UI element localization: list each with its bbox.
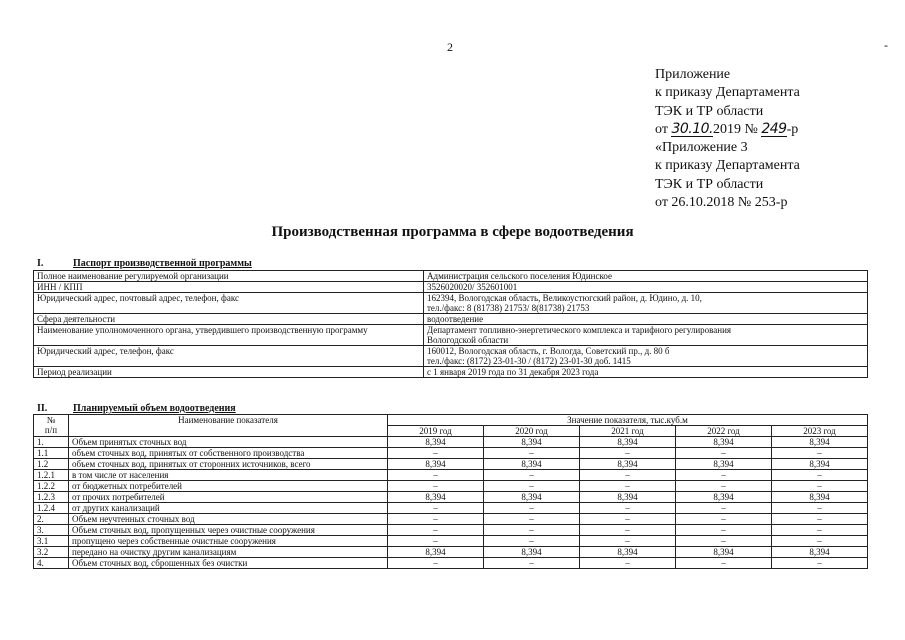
year-header: 2023 год: [772, 426, 868, 437]
col-header-name: Наименование показателя: [69, 415, 388, 437]
row-number: 1.2.4: [34, 503, 69, 514]
passport-value-line: с 1 января 2019 года по 31 декабря 2023 года: [427, 367, 599, 377]
row-value: –: [484, 448, 580, 459]
section1-title: Паспорт производственной программы: [73, 258, 252, 269]
appendix-line: от 26.10.2018 № 253-р: [655, 195, 788, 211]
row-number: 2.: [34, 514, 69, 525]
row-value: –: [772, 536, 868, 547]
table-row: [34, 525, 868, 536]
row-number: 1.2.2: [34, 481, 69, 492]
row-value: –: [388, 448, 484, 459]
row-value: 8,394: [772, 547, 868, 558]
row-value: –: [388, 481, 484, 492]
row-value: –: [580, 503, 676, 514]
row-value: –: [580, 558, 676, 569]
row-number: 3.2: [34, 547, 69, 558]
appendix-block: [655, 66, 800, 212]
passport-value: [424, 293, 868, 314]
appendix-line: к приказу Департамента: [655, 85, 800, 101]
table-row: [34, 558, 868, 569]
row-value: –: [484, 514, 580, 525]
appendix-date-line: [655, 121, 800, 139]
row-value: 8,394: [676, 492, 772, 503]
row-name: Объем принятых сточных вод: [69, 437, 388, 448]
passport-value: [424, 346, 868, 367]
year-header: 2022 год: [676, 426, 772, 437]
row-value: –: [484, 558, 580, 569]
passport-label: ИНН / КПП: [34, 282, 424, 293]
date-year: 2019 №: [712, 121, 758, 137]
passport-value: [424, 325, 868, 346]
section2-number: II.: [37, 403, 48, 414]
table-row: [34, 437, 868, 448]
row-value: 8,394: [580, 547, 676, 558]
passport-row: [34, 293, 868, 314]
passport-value-line: Департамент топливно-энергетического комплекса и тарифного регулирования: [427, 325, 732, 335]
row-value: 8,394: [676, 459, 772, 470]
table-row: [34, 492, 868, 503]
passport-value-line: водоотведение: [427, 314, 484, 324]
row-value: –: [676, 470, 772, 481]
row-name: объем сточных вод, принятых от собственного производства: [69, 448, 388, 459]
page-number: 2: [447, 40, 453, 54]
row-value: 8,394: [772, 459, 868, 470]
row-name: объем сточных вод, принятых от сторонних источников, всего: [69, 459, 388, 470]
row-value: –: [388, 470, 484, 481]
document-title: Производственная программа в сфере водоотведения: [271, 224, 634, 240]
row-name: от прочих потребителей: [69, 492, 388, 503]
passport-row: [34, 282, 868, 293]
row-value: –: [388, 536, 484, 547]
table-row: [34, 514, 868, 525]
row-value: 8,394: [580, 459, 676, 470]
row-value: –: [388, 525, 484, 536]
passport-value: [424, 314, 868, 325]
row-number: 1.2: [34, 459, 69, 470]
appendix-line: Приложение: [655, 67, 731, 82]
row-value: –: [580, 514, 676, 525]
row-value: –: [772, 514, 868, 525]
row-name: передано на очистку другим канализациям: [69, 547, 388, 558]
handwritten-order-number: 249: [761, 120, 787, 137]
year-header: 2019 год: [388, 426, 484, 437]
row-value: –: [580, 470, 676, 481]
year-header: 2021 год: [580, 426, 676, 437]
passport-value-line: тел./факс: (8172) 23-01-30 / (8172) 23-01-30 доб. 1415: [427, 356, 631, 366]
passport-row: [34, 325, 868, 346]
table-row: [34, 536, 868, 547]
row-value: 8,394: [772, 492, 868, 503]
row-value: –: [388, 514, 484, 525]
handwritten-day: 30.: [671, 120, 693, 137]
stray-mark: -: [884, 38, 888, 52]
row-number: 3.: [34, 525, 69, 536]
row-number: 1.1: [34, 448, 69, 459]
passport-value-line: 160012, Вологодская область, г. Вологда, Советский пр., д. 80 б: [427, 346, 670, 356]
row-value: –: [580, 536, 676, 547]
appendix-line: к приказу Департамента: [655, 158, 800, 174]
row-value: –: [676, 503, 772, 514]
table-row: [34, 481, 868, 492]
row-value: 8,394: [484, 492, 580, 503]
table-row: [34, 448, 868, 459]
row-value: 8,394: [676, 437, 772, 448]
passport-row: [34, 346, 868, 367]
row-value: 8,394: [484, 459, 580, 470]
row-value: –: [772, 525, 868, 536]
row-value: –: [772, 558, 868, 569]
row-value: 8,394: [772, 437, 868, 448]
row-value: –: [388, 558, 484, 569]
passport-label: Наименование уполномоченного органа, утвердившего производственную программу: [34, 325, 424, 346]
row-value: –: [772, 481, 868, 492]
row-value: –: [772, 470, 868, 481]
row-value: –: [676, 514, 772, 525]
row-value: 8,394: [388, 459, 484, 470]
row-value: 8,394: [580, 437, 676, 448]
row-value: –: [580, 525, 676, 536]
section1-heading: [33, 258, 252, 269]
table-row: [34, 470, 868, 481]
row-value: –: [676, 525, 772, 536]
passport-label: Юридический адрес, телефон, факс: [34, 346, 424, 367]
row-value: –: [772, 503, 868, 514]
order-suffix: -р: [786, 121, 799, 137]
row-value: –: [580, 448, 676, 459]
row-number: 3.1: [34, 536, 69, 547]
row-number: 4.: [34, 558, 69, 569]
passport-value-line: тел./факс: 8 (81738) 21753/ 8(81738) 21753: [427, 303, 590, 313]
passport-value-line: Вологодской области: [427, 335, 509, 345]
passport-value: [424, 367, 868, 378]
row-value: –: [676, 558, 772, 569]
passport-value-line: 3526020020/ 352601001: [427, 282, 518, 292]
row-number: 1.2.1: [34, 470, 69, 481]
appendix-line: «Приложение 3: [655, 140, 748, 156]
row-name: Объем сточных вод, сброшенных без очистки: [69, 558, 388, 569]
row-value: –: [388, 503, 484, 514]
row-value: –: [484, 536, 580, 547]
passport-label: Сфера деятельности: [34, 314, 424, 325]
handwritten-month: 10.: [692, 120, 713, 137]
row-number: 1.2.3: [34, 492, 69, 503]
section2-heading: [33, 403, 236, 414]
row-value: –: [484, 481, 580, 492]
row-value: –: [484, 470, 580, 481]
passport-value-line: Администрация сельского поселения Юдинское: [427, 271, 613, 281]
row-value: 8,394: [388, 437, 484, 448]
row-value: 8,394: [484, 437, 580, 448]
section2-title: Планируемый объем водоотведения: [73, 403, 236, 414]
passport-table: [33, 270, 868, 378]
row-name: от других канализаций: [69, 503, 388, 514]
table-row: [34, 459, 868, 470]
row-value: 8,394: [388, 547, 484, 558]
row-value: –: [676, 448, 772, 459]
passport-value-line: 162394, Вологодская область, Великоустюгский район, д. Юдино, д. 10,: [427, 293, 702, 303]
row-value: –: [676, 536, 772, 547]
passport-row: [34, 314, 868, 325]
row-value: –: [676, 481, 772, 492]
row-value: 8,394: [484, 547, 580, 558]
date-prefix: от: [655, 121, 668, 137]
passport-value: [424, 271, 868, 282]
row-name: Объем сточных вод, пропущенных через очистные сооружения: [69, 525, 388, 536]
row-value: –: [484, 525, 580, 536]
passport-row: [34, 271, 868, 282]
row-name: в том числе от населения: [69, 470, 388, 481]
passport-label: Период реализации: [34, 367, 424, 378]
section1-number: I.: [37, 258, 44, 269]
table-row: [34, 547, 868, 558]
passport-row: [34, 367, 868, 378]
row-name: Объем неучтенных сточных вод: [69, 514, 388, 525]
row-name: от бюджетных потребителей: [69, 481, 388, 492]
row-value: –: [484, 503, 580, 514]
passport-value: [424, 282, 868, 293]
table-row: [34, 503, 868, 514]
passport-label: Полное наименование регулируемой организации: [34, 271, 424, 282]
appendix-line: ТЭК и ТР области: [655, 176, 764, 192]
row-value: 8,394: [388, 492, 484, 503]
volume-table: [33, 414, 868, 569]
col-header-number: № п/п: [34, 415, 69, 437]
row-value: 8,394: [580, 492, 676, 503]
row-value: –: [772, 448, 868, 459]
row-number: 1.: [34, 437, 69, 448]
passport-label: Юридический адрес, почтовый адрес, телефон, факс: [34, 293, 424, 314]
appendix-line: ТЭК и ТР области: [655, 103, 764, 119]
row-name: пропущено через собственные очистные сооружения: [69, 536, 388, 547]
row-value: 8,394: [676, 547, 772, 558]
col-header-value: Значение показателя, тыс.куб.м: [388, 415, 868, 426]
row-value: –: [580, 481, 676, 492]
year-header: 2020 год: [484, 426, 580, 437]
